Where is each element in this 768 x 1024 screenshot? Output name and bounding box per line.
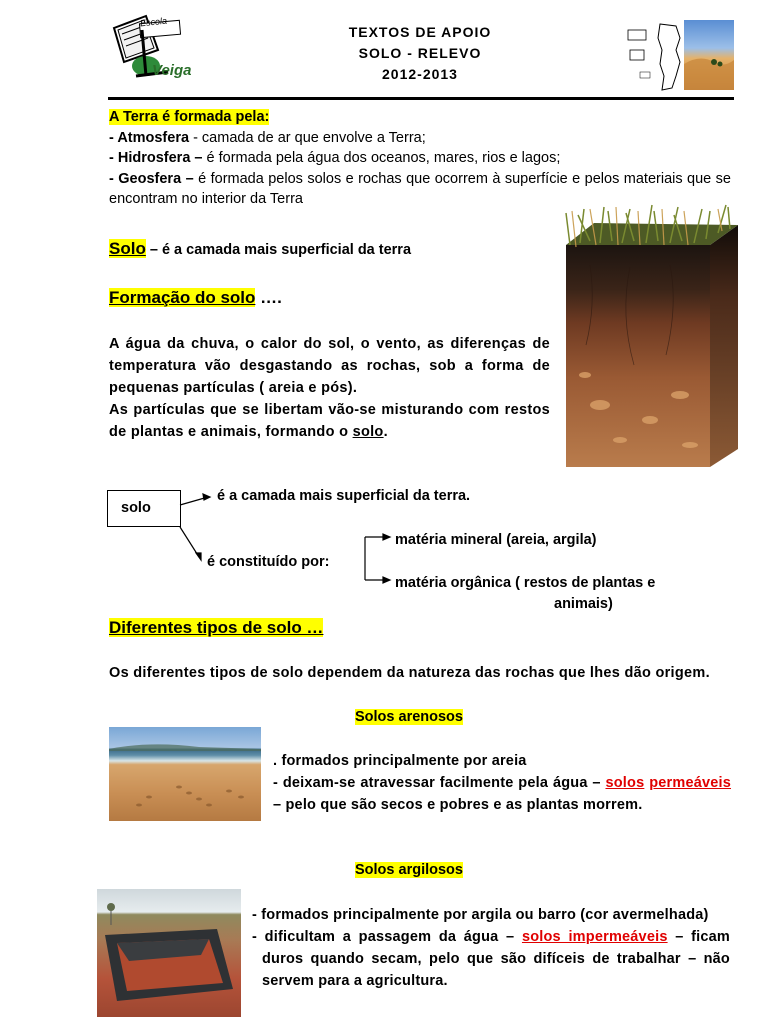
arenosos-red-solos: solos <box>605 775 645 791</box>
sandy-beach-image <box>109 727 261 821</box>
header-line-1: TEXTOS DE APOIO <box>348 24 492 40</box>
tipos-heading <box>109 618 323 638</box>
intro-item-hidrosfera <box>109 148 731 169</box>
intro-item-geosfera <box>109 169 731 210</box>
arenosos-line2 <box>273 772 731 816</box>
desc-atmosfera: - camada de ar que envolve a Terra; <box>189 129 426 146</box>
arenosos-title <box>355 707 463 728</box>
desc-geosfera: é formada pelos solos e rochas que ocorrem à superfície e pelos materiais que se encontram no interior da Terra <box>109 170 732 207</box>
argilosos-title <box>355 860 463 881</box>
soil-profile-image <box>560 205 742 471</box>
desc-hidrosfera: é formada pela água dos oceanos, mares, rios e lagos; <box>202 150 561 166</box>
argilosos-title-text: Solos argilosos <box>355 862 463 878</box>
diagram-branch1: é a camada mais superficial da terra. <box>217 488 471 504</box>
arrow-to-branch2 <box>180 527 199 557</box>
argilosos-item1: - formados principalmente por argila ou barro (cor avermelhada) <box>252 907 709 923</box>
arenosos-text <box>273 750 731 816</box>
arrow-to-branch1 <box>180 497 208 505</box>
argilosos-item2 <box>252 926 730 992</box>
solo-definition-text: – é a camada mais superficial da terra <box>145 242 412 258</box>
arenosos-line2-start: - deixam-se atravessar facilmente pela água – <box>273 775 606 791</box>
intro-heading <box>109 107 731 128</box>
arenosos-red-permeaveis: permeáveis <box>649 775 731 791</box>
header-line-3: 2012-2013 <box>382 66 458 82</box>
arenosos-line2-end: – pelo que são secos e pobres e as plantas morrem. <box>273 797 643 813</box>
arenosos-title-text: Solos arenosos <box>355 709 463 725</box>
term-geosfera: - Geosfera – <box>109 170 194 187</box>
argilosos-item2-end: – ficam duros quando secam, pelo que são difíceis de trabalhar – não servem para a agricultura. <box>262 929 730 989</box>
argilosos-red-impermeaveis: solos impermeáveis <box>521 929 668 945</box>
header-divider <box>108 97 734 100</box>
formacao-heading-dots: …. <box>255 288 282 307</box>
arenosos-line1: . formados principalmente por areia <box>273 753 527 769</box>
formacao-p2-start: As partículas que se libertam vão-se misturando com restos de plantas e animais, formando o <box>109 402 550 440</box>
portugal-map-image <box>626 20 688 92</box>
tipos-intro: Os diferentes tipos de solo dependem da natureza das rochas que lhes dão origem. <box>109 665 710 681</box>
argilosos-item2-start: - dificultam a passagem da água – <box>252 929 522 945</box>
formacao-p2-end: . <box>383 424 388 440</box>
term-hidrosfera: - Hidrosfera – <box>109 150 203 166</box>
formacao-heading <box>109 288 282 308</box>
diagram-solo-label: solo <box>121 500 151 516</box>
term-atmosfera: - Atmosfera <box>109 129 190 146</box>
formacao-paragraph-1: A água da chuva, o calor do sol, o vento, as diferenças de temperatura vão desgastando as rochas, sob a forma de pequenas partículas ( areia e pós). <box>109 336 550 396</box>
diagram-sub2-line1: matéria orgânica ( restos de plantas e <box>395 575 656 591</box>
header-title <box>300 22 540 85</box>
solo-term: Solo <box>109 239 146 258</box>
desert-image <box>684 20 734 90</box>
tipos-heading-text: Diferentes tipos de solo … <box>109 618 324 637</box>
intro-heading-text: A Terra é formada pela: <box>109 109 270 125</box>
diagram-sub2-line2: animais) <box>554 596 613 612</box>
intro-item-atmosfera <box>109 128 731 149</box>
argilosos-text <box>252 904 730 992</box>
intro-block <box>109 107 731 210</box>
logo-text-main: Veiga <box>152 62 192 79</box>
clay-pit-image <box>97 889 241 1017</box>
formacao-heading-text: Formação do solo <box>109 288 256 307</box>
formacao-p2-solo: solo <box>352 424 384 440</box>
formacao-paragraph-2 <box>109 399 550 443</box>
diagram-branch2: é constituído por: <box>207 554 330 570</box>
solo-definition <box>109 239 549 259</box>
header-line-2: SOLO - RELEVO <box>358 45 482 61</box>
formacao-body <box>109 333 550 443</box>
diagram-sub1: matéria mineral (areia, argila) <box>395 532 597 548</box>
logo-text-top: Escola <box>139 15 168 29</box>
